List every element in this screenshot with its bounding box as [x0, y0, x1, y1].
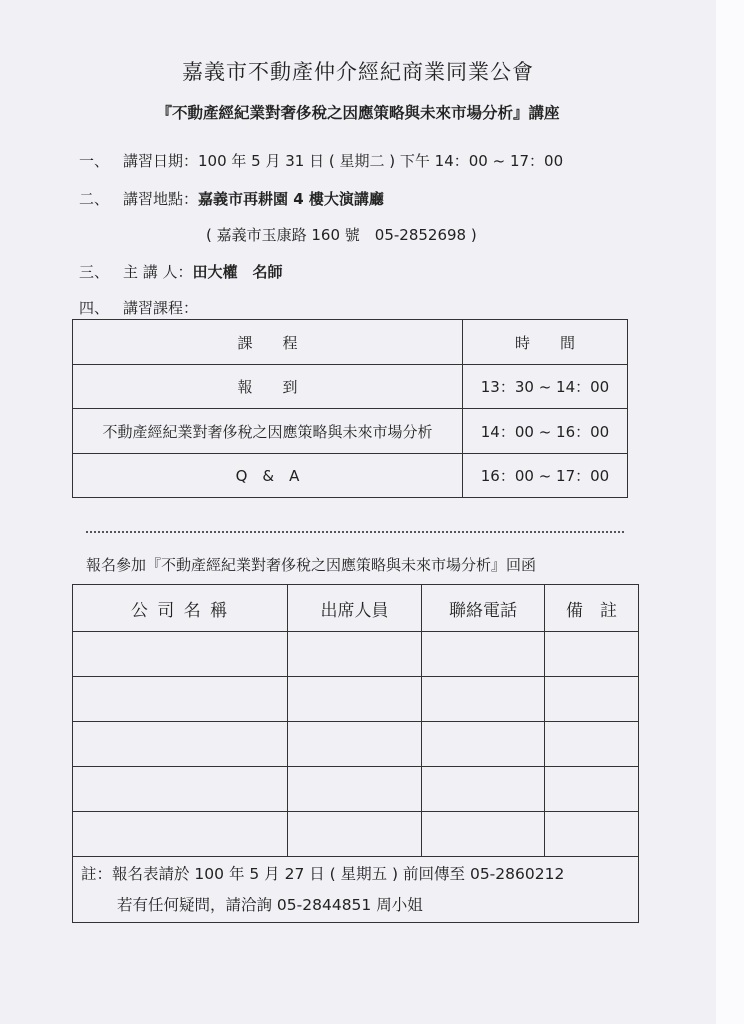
note-line-1: 註：報名表請於 100 年 5 月 27 日 ( 星期五 ) 前回傳至 05-2860212: [81, 864, 565, 883]
attendee-field[interactable]: [288, 677, 422, 722]
table-row: [73, 722, 639, 767]
course-cell: 報 到: [73, 365, 463, 409]
item-label: 講習日期：: [123, 152, 199, 170]
reply-form-table: [72, 584, 639, 923]
table-row: [73, 812, 639, 857]
course-cell: Q & A: [73, 454, 463, 498]
item-text: [123, 261, 283, 282]
phone-field[interactable]: [422, 812, 545, 857]
course-cell: 不動產經紀業對奢侈稅之因應策略與未來市場分析: [73, 409, 463, 454]
item-text: [123, 150, 563, 171]
attendee-field[interactable]: [288, 812, 422, 857]
phone-field[interactable]: [422, 722, 545, 767]
remarks-field[interactable]: [545, 767, 639, 812]
time-cell: 16：00 ~ 17：00: [463, 454, 628, 498]
item-number: 一、: [79, 152, 110, 170]
company-field[interactable]: [73, 632, 288, 677]
venue-address: ( 嘉義市玉康路 160 號 05-2852698 ): [206, 226, 477, 244]
time-cell: 13：30 ~ 14：00: [463, 365, 628, 409]
attendee-field[interactable]: [288, 632, 422, 677]
table-row: [73, 677, 639, 722]
seminar-title: 『不動產經紀業對奢侈稅之因應策略與未來市場分析』講座: [156, 104, 560, 122]
header-time: 時 間: [463, 320, 628, 365]
table-header-row: [73, 320, 628, 365]
phone-field[interactable]: [422, 767, 545, 812]
company-field[interactable]: [73, 767, 288, 812]
note-cell: [73, 857, 639, 923]
remarks-field[interactable]: [545, 677, 639, 722]
company-field[interactable]: [73, 722, 288, 767]
table-row: [73, 454, 628, 498]
company-field[interactable]: [73, 812, 288, 857]
attendee-field[interactable]: [288, 767, 422, 812]
header-course: 課 程: [73, 320, 463, 365]
item-value: 田大權 名師: [192, 263, 283, 281]
table-row: [73, 409, 628, 454]
table-row: [73, 632, 639, 677]
cut-line-divider: [86, 531, 624, 533]
item-value: 100 年 5 月 31 日 ( 星期二 ) 下午 14：00 ~ 17：00: [198, 152, 564, 170]
phone-field[interactable]: [422, 632, 545, 677]
item-number: 三、: [79, 263, 110, 281]
item-number: 四、: [79, 299, 110, 317]
header-company: 公 司 名 稱: [73, 585, 288, 632]
phone-field[interactable]: [422, 677, 545, 722]
item-text: [123, 188, 384, 209]
table-row: [73, 365, 628, 409]
item-label: 講習課程：: [123, 299, 199, 317]
note-line-2: 若有任何疑問，請洽詢 05-2844851 周小姐: [117, 895, 423, 914]
company-field[interactable]: [73, 677, 288, 722]
item-value: 嘉義市再耕園 4 樓大演講廳: [198, 190, 384, 208]
item-number: 二、: [79, 190, 110, 208]
page-edge: [716, 0, 744, 1024]
note-row: [73, 857, 639, 923]
remarks-field[interactable]: [545, 722, 639, 767]
attendee-field[interactable]: [288, 722, 422, 767]
table-row: [73, 767, 639, 812]
schedule-table: [72, 319, 628, 498]
remarks-field[interactable]: [545, 812, 639, 857]
item-label: 講習地點：: [123, 190, 199, 208]
remarks-field[interactable]: [545, 632, 639, 677]
header-remarks: 備 註: [545, 585, 639, 632]
header-attendee: 出席人員: [288, 585, 422, 632]
time-cell: 14：00 ~ 16：00: [463, 409, 628, 454]
item-label: 主 講 人：: [123, 263, 193, 281]
table-header-row: [73, 585, 639, 632]
org-title: 嘉義市不動產仲介經紀商業同業公會: [182, 60, 534, 84]
reply-title: 報名參加『不動產經紀業對奢侈稅之因應策略與未來市場分析』回函: [86, 556, 537, 574]
header-phone: 聯絡電話: [422, 585, 545, 632]
